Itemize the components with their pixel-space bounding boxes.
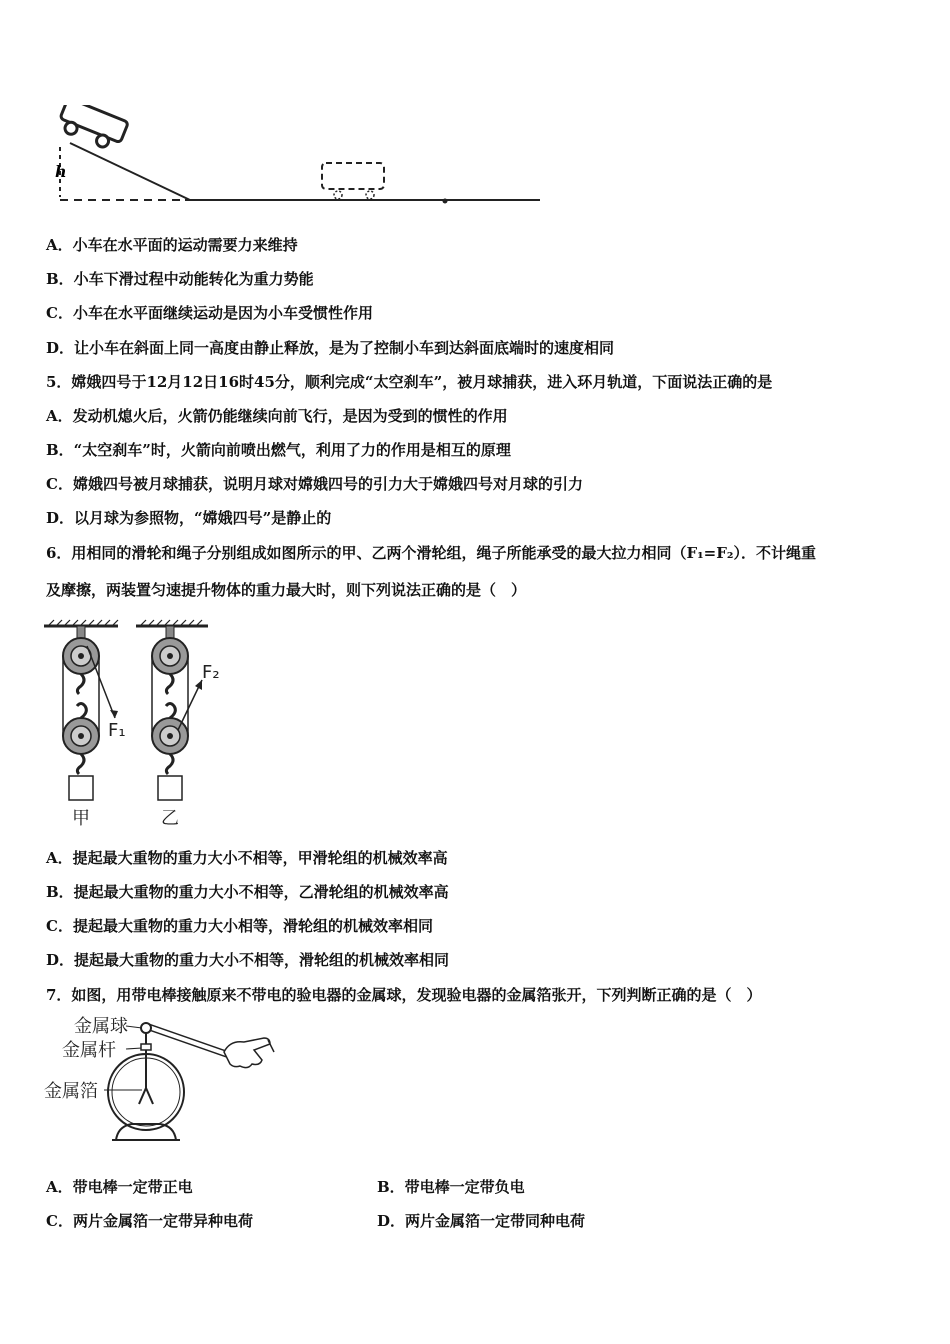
q4-option-d: D．让小车在斜面上同一高度由静止释放，是为了控制小车到达斜面底端时的速度相同 bbox=[46, 339, 615, 357]
q7-option-d: D．两片金属箔一定带同种电荷 bbox=[377, 1212, 586, 1230]
height-label: h bbox=[55, 162, 67, 181]
q7-option-a: A．带电棒一定带正电 bbox=[46, 1178, 193, 1196]
q5-option-d: D．以月球为参照物，“嫦娥四号”是静止的 bbox=[46, 509, 332, 527]
cart-incline-figure bbox=[50, 105, 550, 210]
force-label-f2: F₂ bbox=[202, 662, 220, 683]
q7-option-b: B．带电棒一定带负电 bbox=[377, 1178, 525, 1196]
q4-option-b: B．小车下滑过程中动能转化为重力势能 bbox=[46, 270, 314, 288]
pulley-figure bbox=[42, 618, 232, 828]
q5-option-b: B．“太空刹车”时，火箭向前喷出燃气，利用了力的作用是相互的原理 bbox=[46, 441, 511, 459]
q7-option-c: C．两片金属箔一定带异种电荷 bbox=[46, 1212, 253, 1230]
force-label-f1: F₁ bbox=[108, 720, 126, 741]
q4-option-a: A．小车在水平面的运动需要力来维持 bbox=[46, 236, 298, 254]
pulley-label-yi: 乙 bbox=[161, 808, 179, 828]
q4-option-c: C．小车在水平面继续运动是因为小车受惯性作用 bbox=[46, 304, 373, 322]
pulley-label-jia: 甲 bbox=[72, 808, 90, 828]
q6-stem-line2: 及摩擦，两装置匀速提升物体的重力最大时，则下列说法正确的是（ ） bbox=[46, 581, 527, 599]
q6-stem-line1: 6．用相同的滑轮和绳子分别组成如图所示的甲、乙两个滑轮组，绳子所能承受的最大拉力相同（F₁=F₂）．不计绳重 bbox=[46, 544, 816, 562]
q5-stem: 5．嫦娥四号于12月12日16时45分，顺利完成“太空刹车”，被月球捕获，进入环月轨道，下面说法正确的是 bbox=[46, 373, 773, 391]
q6-option-b: B．提起最大重物的重力大小不相等，乙滑轮组的机械效率高 bbox=[46, 883, 449, 901]
electroscope-figure bbox=[42, 1012, 282, 1147]
q6-option-a: A．提起最大重物的重力大小不相等，甲滑轮组的机械效率高 bbox=[46, 849, 448, 867]
q5-option-c: C．嫦娥四号被月球捕获，说明月球对嫦娥四号的引力大于嫦娥四号对月球的引力 bbox=[46, 475, 583, 493]
label-metal-ball: 金属球 bbox=[74, 1016, 128, 1037]
q6-option-c: C．提起最大重物的重力大小相等，滑轮组的机械效率相同 bbox=[46, 917, 433, 935]
q5-option-a: A．发动机熄火后，火箭仍能继续向前飞行，是因为受到的惯性的作用 bbox=[46, 407, 508, 425]
q7-stem: 7．如图，用带电棒接触原来不带电的验电器的金属球，发现验电器的金属箔张开，下列判断正确的是（ ） bbox=[46, 986, 762, 1004]
q6-option-d: D．提起最大重物的重力大小不相等，滑轮组的机械效率相同 bbox=[46, 951, 450, 969]
label-metal-foil: 金属箔 bbox=[44, 1081, 98, 1102]
label-metal-rod: 金属杆 bbox=[62, 1040, 116, 1061]
